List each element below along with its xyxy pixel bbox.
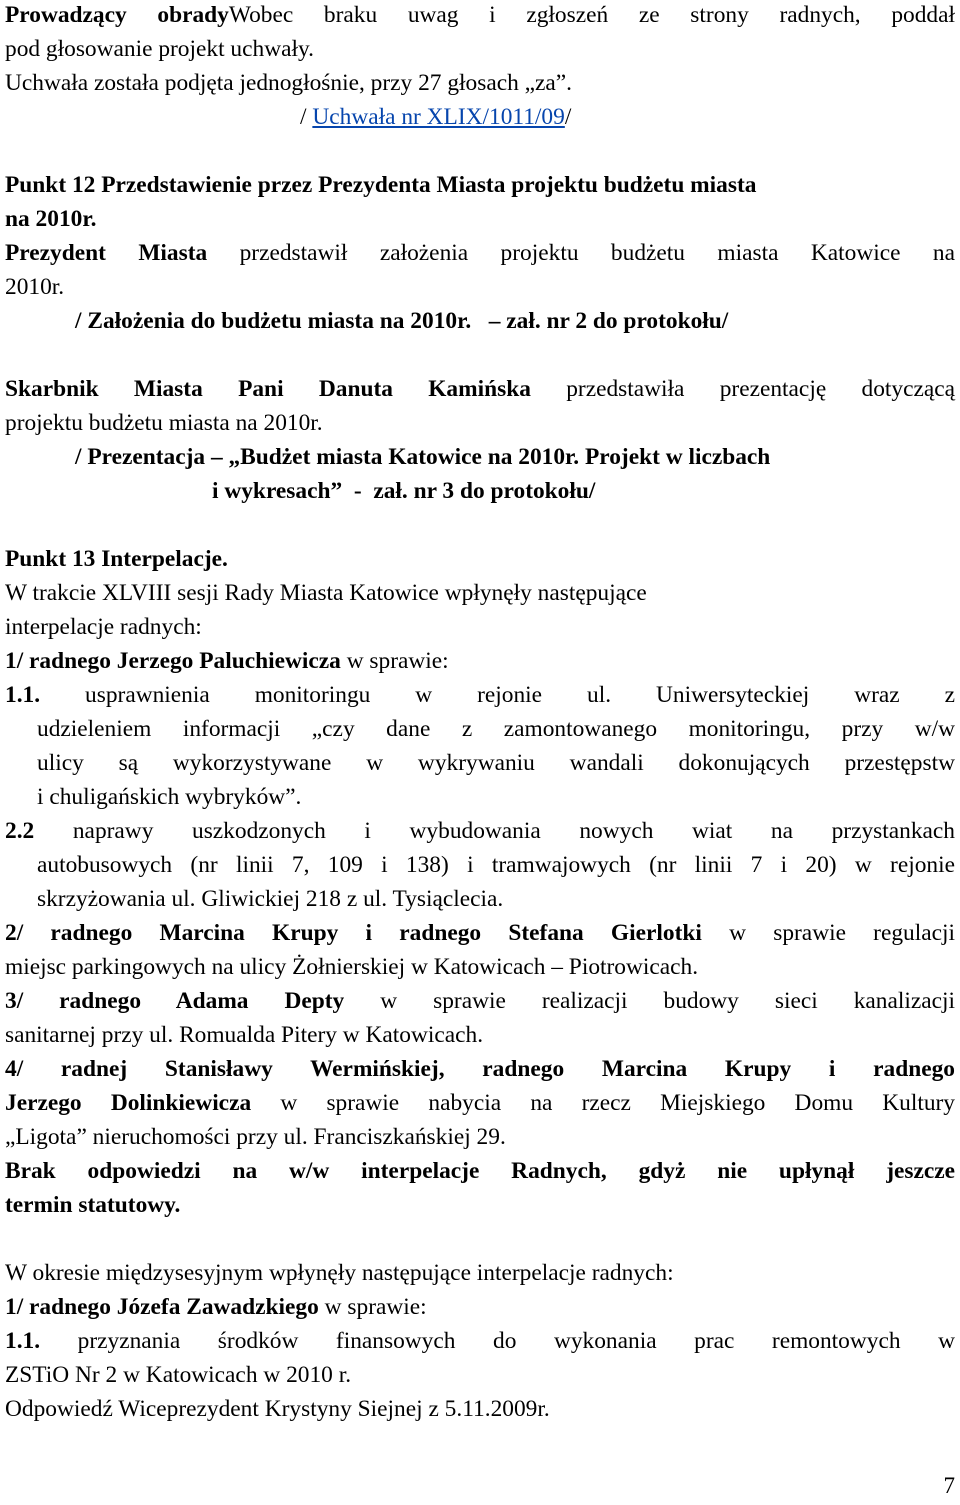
text: Wobec braku uwag i zgłoszeń ze strony radnych, <box>228 2 892 28</box>
text: naprawy uszkodzonych i wybudowania nowych wiat na przystankach <box>34 818 955 844</box>
bold-text: / Założenia do budżetu miasta na 2010r. – zał. nr 2 do protokołu/ <box>75 308 729 334</box>
text: „Ligota” nieruchomości przy ul. Franciszkańskiej 29. <box>5 1124 506 1150</box>
text: Uchwała została podjęta jednogłośnie, przy 27 głosach „za”. <box>5 70 573 96</box>
text: w sprawie: <box>318 1294 427 1320</box>
text: przedstawił założenia projektu budżetu miasta Katowice na <box>207 240 955 266</box>
text-line <box>5 612 202 642</box>
text: sanitarnej przy ul. Romualda Pitery w Katowicach. <box>5 1022 484 1048</box>
text-line <box>5 986 955 1016</box>
text-line <box>37 714 955 744</box>
bold-text: Brak odpowiedzi na w/w interpelacje Radnych, gdyż nie upłynął jeszcze <box>5 1158 955 1184</box>
text: autobusowych (nr linii 7, 109 i 138) i tramwajowych (nr linii 7 i 20) w rejonie <box>37 852 955 878</box>
text: w sprawie regulacji <box>701 920 956 946</box>
bold-text: Prezydent Miasta <box>5 240 208 266</box>
text-line <box>5 0 955 30</box>
bold-text: Prowadzący obrady <box>5 2 229 28</box>
bold-text: Jerzego Dolinkiewicza <box>5 1090 252 1116</box>
text: skrzyżowania ul. Gliwickiej 218 z ul. Tysiąclecia. <box>37 886 504 912</box>
text-line <box>5 578 647 608</box>
text: W okresie międzysesyjnym wpłynęły następujące interpelacje radnych: <box>5 1260 674 1286</box>
bold-text: i wykresach” - zał. nr 3 do protokołu/ <box>212 478 596 504</box>
text: ZSTiO Nr 2 w Katowicach w 2010 r. <box>5 1362 352 1388</box>
text-line <box>5 170 756 200</box>
text-line <box>5 204 96 234</box>
bold-text: 1.1. <box>5 1328 41 1354</box>
text: w sprawie: <box>340 648 449 674</box>
text: poddał <box>891 2 955 28</box>
text-line <box>5 374 955 404</box>
text-line <box>5 238 955 268</box>
text: pod głosowanie projekt uchwały. <box>5 36 314 62</box>
text-line <box>5 1122 506 1152</box>
text-line <box>5 272 64 302</box>
text-line <box>37 884 503 914</box>
text: interpelacje radnych: <box>5 614 202 640</box>
bold-text: 1/ radnego Jerzego Paluchiewicza <box>5 648 341 674</box>
text-line <box>5 1394 550 1424</box>
bold-text: termin statutowy. <box>5 1192 181 1218</box>
bold-text: Skarbnik Miasta Pani Danuta Kamińska <box>5 376 531 402</box>
text-line <box>5 952 698 982</box>
text-line <box>5 1020 483 1050</box>
text-line <box>5 1054 955 1084</box>
text-line <box>5 1258 674 1288</box>
text-line <box>37 782 301 812</box>
text-line <box>5 1326 955 1356</box>
text-line <box>5 1156 955 1186</box>
text-line <box>5 1190 180 1220</box>
bold-text: 2/ radnego Marcina Krupy i radnego Stefana Gierlotki <box>5 920 702 946</box>
text-line <box>212 476 595 506</box>
bold-text: 2.2 <box>5 818 35 844</box>
text-line <box>75 442 770 472</box>
text: W trakcie XLVIII sesji Rady Miasta Katowice wpłynęły następujące <box>5 580 647 606</box>
text-line <box>5 408 323 438</box>
text: przedstawiła prezentację dotyczącą <box>530 376 955 402</box>
text-line <box>5 680 955 710</box>
text-line <box>5 646 449 676</box>
resolution-link[interactable]: Uchwała nr XLIX/1011/09 <box>312 104 565 130</box>
text: w sprawie nabycia na rzecz Miejskiego Domu Kultury <box>251 1090 956 1116</box>
text: usprawnienia monitoringu w rejonie ul. Uniwersyteckiej wraz z <box>40 682 955 708</box>
text-line <box>5 918 955 948</box>
bold-text: na 2010r. <box>5 206 97 232</box>
text: projektu budżetu miasta na 2010r. <box>5 410 323 436</box>
bold-text: / Prezentacja – „Budżet miasta Katowice na 2010r. Projekt w liczbach <box>75 444 771 470</box>
bold-text: 1.1. <box>5 682 41 708</box>
text: / <box>300 104 313 130</box>
bold-text: Punkt 12 Przedstawienie przez Prezydenta Miasta projektu budżetu miasta <box>5 172 757 198</box>
text-line <box>5 816 955 846</box>
bold-text: 1/ radnego Józefa Zawadzkiego <box>5 1294 319 1320</box>
text-line <box>75 306 728 336</box>
text: 2010r. <box>5 274 65 300</box>
text: przyznania środków finansowych do wykonania prac remontowych w <box>40 1328 955 1354</box>
text-line <box>5 544 228 574</box>
text: miejsc parkingowych na ulicy Żołnierskiej w Katowicach – Piotrowicach. <box>5 954 699 980</box>
text: w sprawie realizacji budowy sieci kanalizacji <box>344 988 955 1014</box>
text-line <box>5 1360 351 1390</box>
text-line <box>300 102 571 132</box>
text: ulicy są wykorzystywane w wykrywaniu wandali dokonujących przestępstw <box>37 750 955 776</box>
text-line <box>37 850 955 880</box>
text-line <box>5 34 314 64</box>
text: i chuligańskich wybryków”. <box>37 784 302 810</box>
text: / <box>564 104 572 130</box>
bold-text: 4/ radnej Stanisławy Wermińskiej, radnego Marcina Krupy i radnego <box>5 1056 955 1082</box>
text-line <box>5 1088 955 1118</box>
bold-text: 3/ radnego Adama Depty <box>5 988 345 1014</box>
text-line <box>5 68 572 98</box>
text-line <box>37 748 955 778</box>
text-line <box>5 1292 427 1322</box>
text: Odpowiedź Wiceprezydent Krystyny Siejnej z 5.11.2009r. <box>5 1396 550 1422</box>
bold-text: Punkt 13 Interpelacje. <box>5 546 228 572</box>
page-number: 7 <box>943 1473 955 1498</box>
text: udzieleniem informacji „czy dane z zamontowanego monitoringu, przy w/w <box>37 716 955 742</box>
